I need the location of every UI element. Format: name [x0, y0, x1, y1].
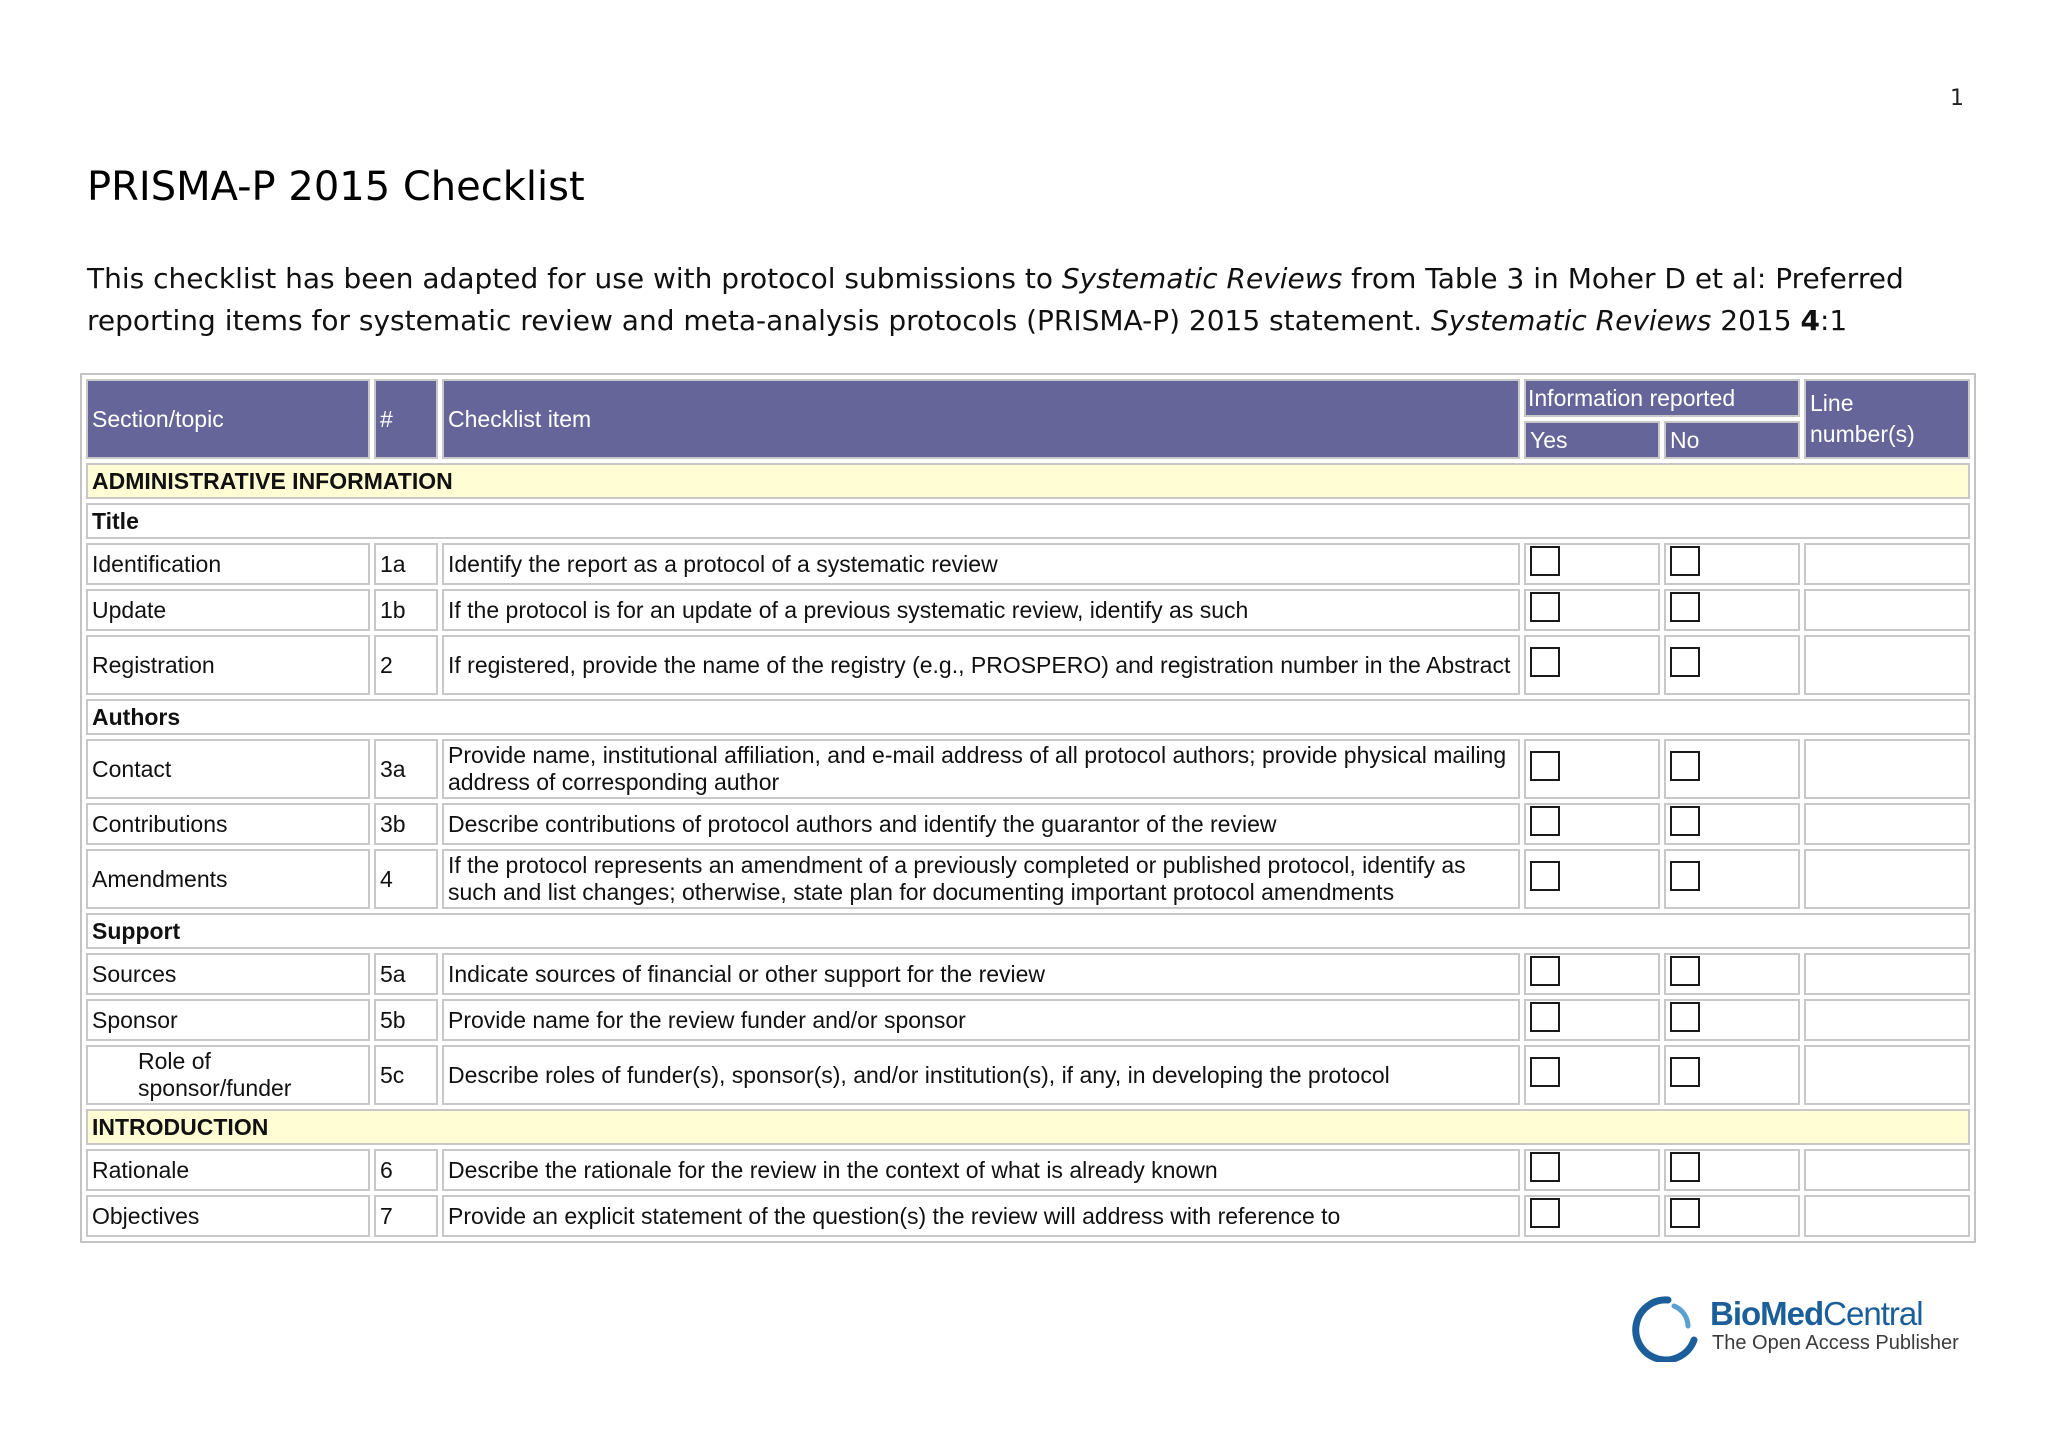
- no-cell: [1664, 803, 1800, 845]
- line-number-field[interactable]: [1804, 739, 1970, 799]
- no-cell: [1664, 999, 1800, 1041]
- line-number-field[interactable]: [1804, 589, 1970, 631]
- section-row-administrative: [86, 463, 1970, 499]
- row-item: Provide an explicit statement of the question(s) the review will address with reference to: [442, 1195, 1520, 1237]
- row-item: Provide name, institutional affiliation, and e-mail address of all protocol authors; provide physical mailing address of corresponding author: [442, 739, 1520, 799]
- intro-year: 2015: [1711, 304, 1801, 337]
- intro-paragraph: [87, 258, 1967, 342]
- row-topic: Update: [86, 589, 370, 631]
- row-number: 2: [374, 635, 438, 695]
- row-topic: Contact: [86, 739, 370, 799]
- line-number-field[interactable]: [1804, 1149, 1970, 1191]
- table-row: [86, 953, 1970, 995]
- no-cell: [1664, 1045, 1800, 1105]
- row-number: 3b: [374, 803, 438, 845]
- yes-cell: [1524, 589, 1660, 631]
- subhead-label: Authors: [86, 699, 1970, 735]
- table-row: [86, 849, 1970, 909]
- yes-cell: [1524, 543, 1660, 585]
- no-checkbox[interactable]: [1670, 1198, 1700, 1228]
- no-checkbox[interactable]: [1670, 1002, 1700, 1032]
- no-checkbox[interactable]: [1670, 956, 1700, 986]
- no-cell: [1664, 543, 1800, 585]
- intro-journal-name: Systematic Reviews: [1061, 262, 1343, 295]
- logo-central: Central: [1823, 1295, 1923, 1332]
- row-topic: Identification: [86, 543, 370, 585]
- row-item: Provide name for the review funder and/or sponsor: [442, 999, 1520, 1041]
- line-number-field[interactable]: [1804, 999, 1970, 1041]
- no-cell: [1664, 953, 1800, 995]
- row-topic: Sponsor: [86, 999, 370, 1041]
- row-item: If the protocol represents an amendment of a previously completed or published protocol, identify as such and list changes; otherwise, state plan for documenting important protocol amendments: [442, 849, 1520, 909]
- table-row: [86, 803, 1970, 845]
- subhead-label: Title: [86, 503, 1970, 539]
- yes-checkbox[interactable]: [1530, 751, 1560, 781]
- header-number: #: [374, 379, 438, 459]
- no-checkbox[interactable]: [1670, 861, 1700, 891]
- yes-cell: [1524, 739, 1660, 799]
- line-number-field[interactable]: [1804, 849, 1970, 909]
- yes-checkbox[interactable]: [1530, 647, 1560, 677]
- yes-cell: [1524, 849, 1660, 909]
- yes-checkbox[interactable]: [1530, 861, 1560, 891]
- row-number: 3a: [374, 739, 438, 799]
- yes-checkbox[interactable]: [1530, 1002, 1560, 1032]
- section-label: ADMINISTRATIVE INFORMATION: [86, 463, 1970, 499]
- page-number: 1: [1950, 86, 1964, 111]
- table-row: [86, 999, 1970, 1041]
- header-line-numbers: Line number(s): [1804, 379, 1970, 459]
- yes-checkbox[interactable]: [1530, 1152, 1560, 1182]
- row-item: If the protocol is for an update of a previous systematic review, identify as such: [442, 589, 1520, 631]
- row-number: 7: [374, 1195, 438, 1237]
- table-row: [86, 589, 1970, 631]
- no-checkbox[interactable]: [1670, 1057, 1700, 1087]
- intro-issue: :1: [1819, 304, 1848, 337]
- row-topic: Contributions: [86, 803, 370, 845]
- no-checkbox[interactable]: [1670, 751, 1700, 781]
- intro-text-2: from Table 3 in Moher D et al: Preferred reporting items for systematic review and meta-analysis protocols (PRISMA-P) 2015 statement.: [87, 262, 1904, 337]
- yes-checkbox[interactable]: [1530, 546, 1560, 576]
- line-number-field[interactable]: [1804, 543, 1970, 585]
- logo-tagline: The Open Access Publisher: [1712, 1332, 1959, 1354]
- no-cell: [1664, 1195, 1800, 1237]
- row-item: Describe the rationale for the review in the context of what is already known: [442, 1149, 1520, 1191]
- yes-cell: [1524, 1149, 1660, 1191]
- yes-checkbox[interactable]: [1530, 592, 1560, 622]
- header-information-reported: Information reported: [1524, 379, 1800, 417]
- yes-checkbox[interactable]: [1530, 1057, 1560, 1087]
- intro-text-1: This checklist has been adapted for use with protocol submissions to: [87, 262, 1062, 295]
- row-number: 5b: [374, 999, 438, 1041]
- row-item: Describe roles of funder(s), sponsor(s), and/or institution(s), if any, in developing the protocol: [442, 1045, 1520, 1105]
- yes-cell: [1524, 803, 1660, 845]
- logo-wordmark: [1710, 1296, 1923, 1332]
- no-cell: [1664, 739, 1800, 799]
- table-row: [86, 739, 1970, 799]
- row-number: 6: [374, 1149, 438, 1191]
- no-checkbox[interactable]: [1670, 806, 1700, 836]
- table-row: [86, 1045, 1970, 1105]
- no-cell: [1664, 1149, 1800, 1191]
- document-title: PRISMA-P 2015 Checklist: [87, 164, 585, 210]
- yes-checkbox[interactable]: [1530, 1198, 1560, 1228]
- section-label: INTRODUCTION: [86, 1109, 1970, 1145]
- intro-volume: 4: [1800, 304, 1820, 337]
- line-number-field[interactable]: [1804, 803, 1970, 845]
- row-topic: Sources: [86, 953, 370, 995]
- row-topic: Objectives: [86, 1195, 370, 1237]
- row-number: 4: [374, 849, 438, 909]
- intro-journal-name-2: Systematic Reviews: [1431, 304, 1712, 337]
- row-topic: Registration: [86, 635, 370, 695]
- checklist-table: [80, 373, 1976, 1243]
- row-number: 5c: [374, 1045, 438, 1105]
- no-checkbox[interactable]: [1670, 592, 1700, 622]
- line-number-field[interactable]: [1804, 635, 1970, 695]
- row-topic: Rationale: [86, 1149, 370, 1191]
- line-number-field[interactable]: [1804, 953, 1970, 995]
- no-checkbox[interactable]: [1670, 647, 1700, 677]
- line-number-field[interactable]: [1804, 1195, 1970, 1237]
- row-number: 1a: [374, 543, 438, 585]
- subhead-row-authors: [86, 699, 1970, 735]
- yes-cell: [1524, 635, 1660, 695]
- table-row: [86, 543, 1970, 585]
- no-cell: [1664, 635, 1800, 695]
- yes-cell: [1524, 953, 1660, 995]
- header-yes: Yes: [1524, 421, 1660, 459]
- row-topic: Role of sponsor/funder: [86, 1045, 370, 1105]
- yes-cell: [1524, 999, 1660, 1041]
- row-item: Identify the report as a protocol of a systematic review: [442, 543, 1520, 585]
- biomed-central-logo: [1628, 1296, 1968, 1362]
- line-number-field[interactable]: [1804, 1045, 1970, 1105]
- table-row: [86, 1195, 1970, 1237]
- table-row: [86, 635, 1970, 695]
- row-item: Indicate sources of financial or other support for the review: [442, 953, 1520, 995]
- header-section-topic: Section/topic: [86, 379, 370, 459]
- header-no: No: [1664, 421, 1800, 459]
- row-item: If registered, provide the name of the registry (e.g., PROSPERO) and registration number in the Abstract: [442, 635, 1520, 695]
- biomed-central-logo-mark-icon: [1628, 1296, 1704, 1362]
- yes-checkbox[interactable]: [1530, 956, 1560, 986]
- table-row: [86, 1149, 1970, 1191]
- row-item: Describe contributions of protocol authors and identify the guarantor of the review: [442, 803, 1520, 845]
- row-topic: Amendments: [86, 849, 370, 909]
- header-checklist-item: Checklist item: [442, 379, 1520, 459]
- logo-bio: BioMed: [1710, 1295, 1824, 1332]
- subhead-row-title: [86, 503, 1970, 539]
- yes-cell: [1524, 1045, 1660, 1105]
- subhead-row-support: [86, 913, 1970, 949]
- section-row-introduction: [86, 1109, 1970, 1145]
- subhead-label: Support: [86, 913, 1970, 949]
- no-checkbox[interactable]: [1670, 546, 1700, 576]
- row-number: 1b: [374, 589, 438, 631]
- yes-cell: [1524, 1195, 1660, 1237]
- yes-checkbox[interactable]: [1530, 806, 1560, 836]
- no-cell: [1664, 849, 1800, 909]
- no-cell: [1664, 589, 1800, 631]
- row-number: 5a: [374, 953, 438, 995]
- no-checkbox[interactable]: [1670, 1152, 1700, 1182]
